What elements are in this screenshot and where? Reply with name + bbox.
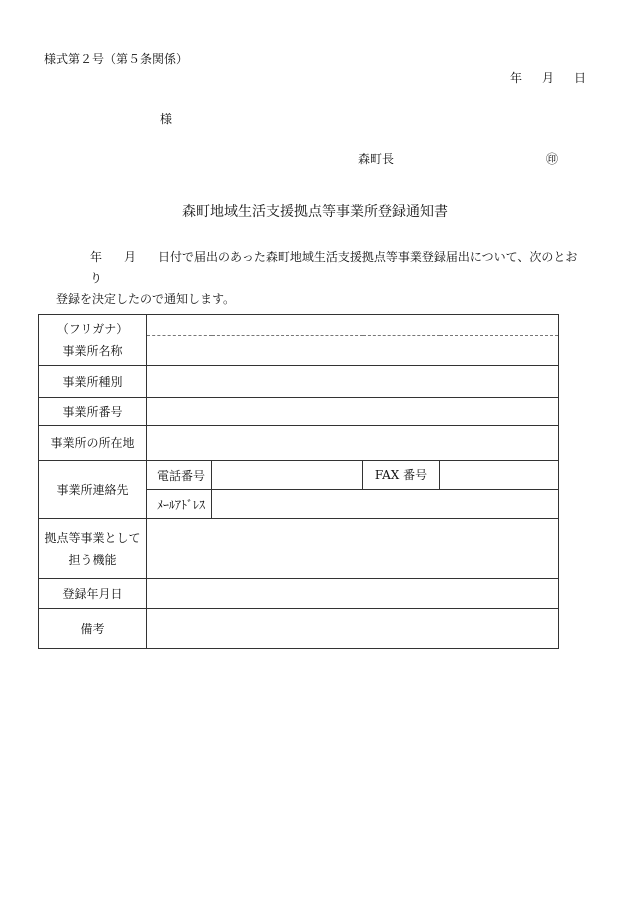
registration-date-value[interactable] xyxy=(147,579,559,609)
form-number: 様式第２号（第５条関係） xyxy=(44,52,189,66)
function-label-line-2: 担う機能 xyxy=(68,552,117,567)
sender-title: 森町長 xyxy=(358,152,395,166)
body-line-1-text: 日付で届出のあった森町地域生活支援拠点等事業登録届出について、次のとおり xyxy=(90,250,578,285)
date-month: 月 xyxy=(541,71,554,85)
office-name-label-cell xyxy=(39,315,147,366)
contact-label: 事業所連絡先 xyxy=(39,461,147,519)
office-type-value[interactable] xyxy=(147,366,559,398)
remarks-value[interactable] xyxy=(147,609,559,649)
date-year: 年 xyxy=(509,71,522,85)
registration-date-label: 登録年月日 xyxy=(39,579,147,609)
function-value[interactable] xyxy=(147,519,559,579)
office-type-label: 事業所種別 xyxy=(39,366,147,398)
body-line-2: 登録を決定したので通知します。 xyxy=(56,292,236,306)
office-name-label: 事業所名称 xyxy=(62,344,123,358)
date-day: 日 xyxy=(573,71,586,85)
body-month: 月 xyxy=(124,250,137,264)
body-year: 年 xyxy=(90,250,103,264)
email-value[interactable] xyxy=(212,490,559,519)
remarks-label: 備考 xyxy=(39,609,147,649)
registration-table xyxy=(38,314,559,649)
fax-value[interactable] xyxy=(440,461,559,490)
phone-value[interactable] xyxy=(212,461,363,490)
office-address-label: 事業所の所在地 xyxy=(39,426,147,461)
addressee-suffix: 様 xyxy=(160,112,173,126)
office-number-value[interactable] xyxy=(147,398,559,426)
function-label-line-1: 拠点等事業として xyxy=(44,530,141,545)
office-address-value[interactable] xyxy=(147,426,559,461)
office-number-label: 事業所番号 xyxy=(39,398,147,426)
fax-label: FAX 番号 xyxy=(363,461,440,490)
body-line-1 xyxy=(52,247,588,289)
function-label-cell xyxy=(39,519,147,579)
furigana-label: （フリガナ） xyxy=(56,322,129,336)
seal-mark: ㊞ xyxy=(546,152,559,166)
email-label: ﾒｰﾙｱﾄﾞﾚｽ xyxy=(147,490,212,519)
phone-label: 電話番号 xyxy=(147,461,212,490)
body-paragraph xyxy=(52,247,588,310)
furigana-value[interactable] xyxy=(147,315,559,336)
office-name-value[interactable] xyxy=(147,336,559,366)
document-title: 森町地域生活支援拠点等事業所登録通知書 xyxy=(182,204,448,220)
date-line xyxy=(510,69,586,86)
